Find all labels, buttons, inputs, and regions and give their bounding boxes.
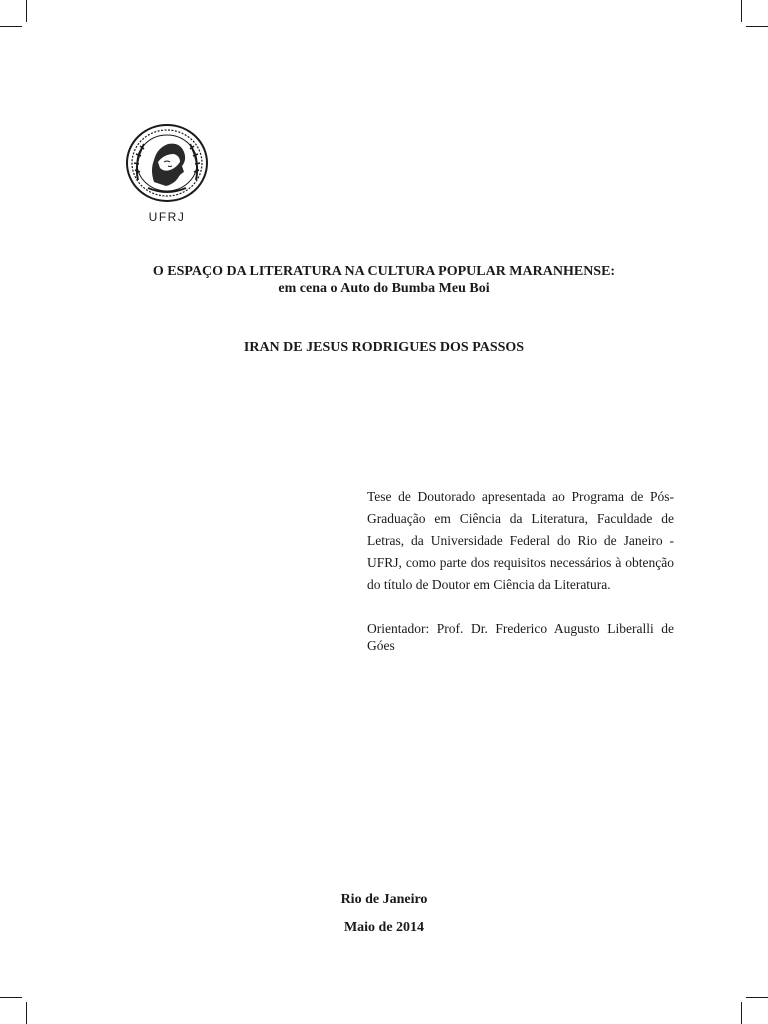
- author-name: IRAN DE JESUS RODRIGUES DOS PASSOS: [243, 340, 525, 355]
- crop-mark-top-right-horizontal: [746, 26, 768, 27]
- crop-mark-top-left-vertical: [26, 0, 27, 22]
- thesis-description: Tese de Doutorado apresentada ao Programa de Pós-Graduação em Ciência da Literatura, Faculdade de Letras, da Universidade Federal do Rio de Janeiro - UFRJ, como parte dos requisitos necessários à obtenção do título de Doutor em Ciência da Literatura.: [367, 489, 674, 592]
- thesis-title: O ESPAÇO DA LITERATURA NA CULTURA POPULAR MARANHENSE:: [152, 264, 616, 279]
- crop-mark-bottom-right-vertical: [741, 1002, 742, 1024]
- date: Maio de 2014: [343, 920, 425, 935]
- crop-mark-top-left-horizontal: [0, 26, 22, 27]
- thesis-subtitle: em cena o Auto do Bumba Meu Boi: [278, 281, 490, 296]
- thesis-title-block: [0, 263, 768, 297]
- ufrj-seal-icon: [124, 122, 210, 208]
- crop-mark-top-right-vertical: [741, 0, 742, 22]
- place: Rio de Janeiro: [340, 892, 428, 907]
- crop-mark-bottom-left-vertical: [26, 1002, 27, 1024]
- advisor-line: Orientador: Prof. Dr. Frederico Augusto Liberalli de Góes: [367, 621, 674, 653]
- crop-mark-bottom-left-horizontal: [0, 997, 22, 998]
- crop-mark-bottom-right-horizontal: [746, 997, 768, 998]
- institution-name: UFRJ: [148, 210, 186, 224]
